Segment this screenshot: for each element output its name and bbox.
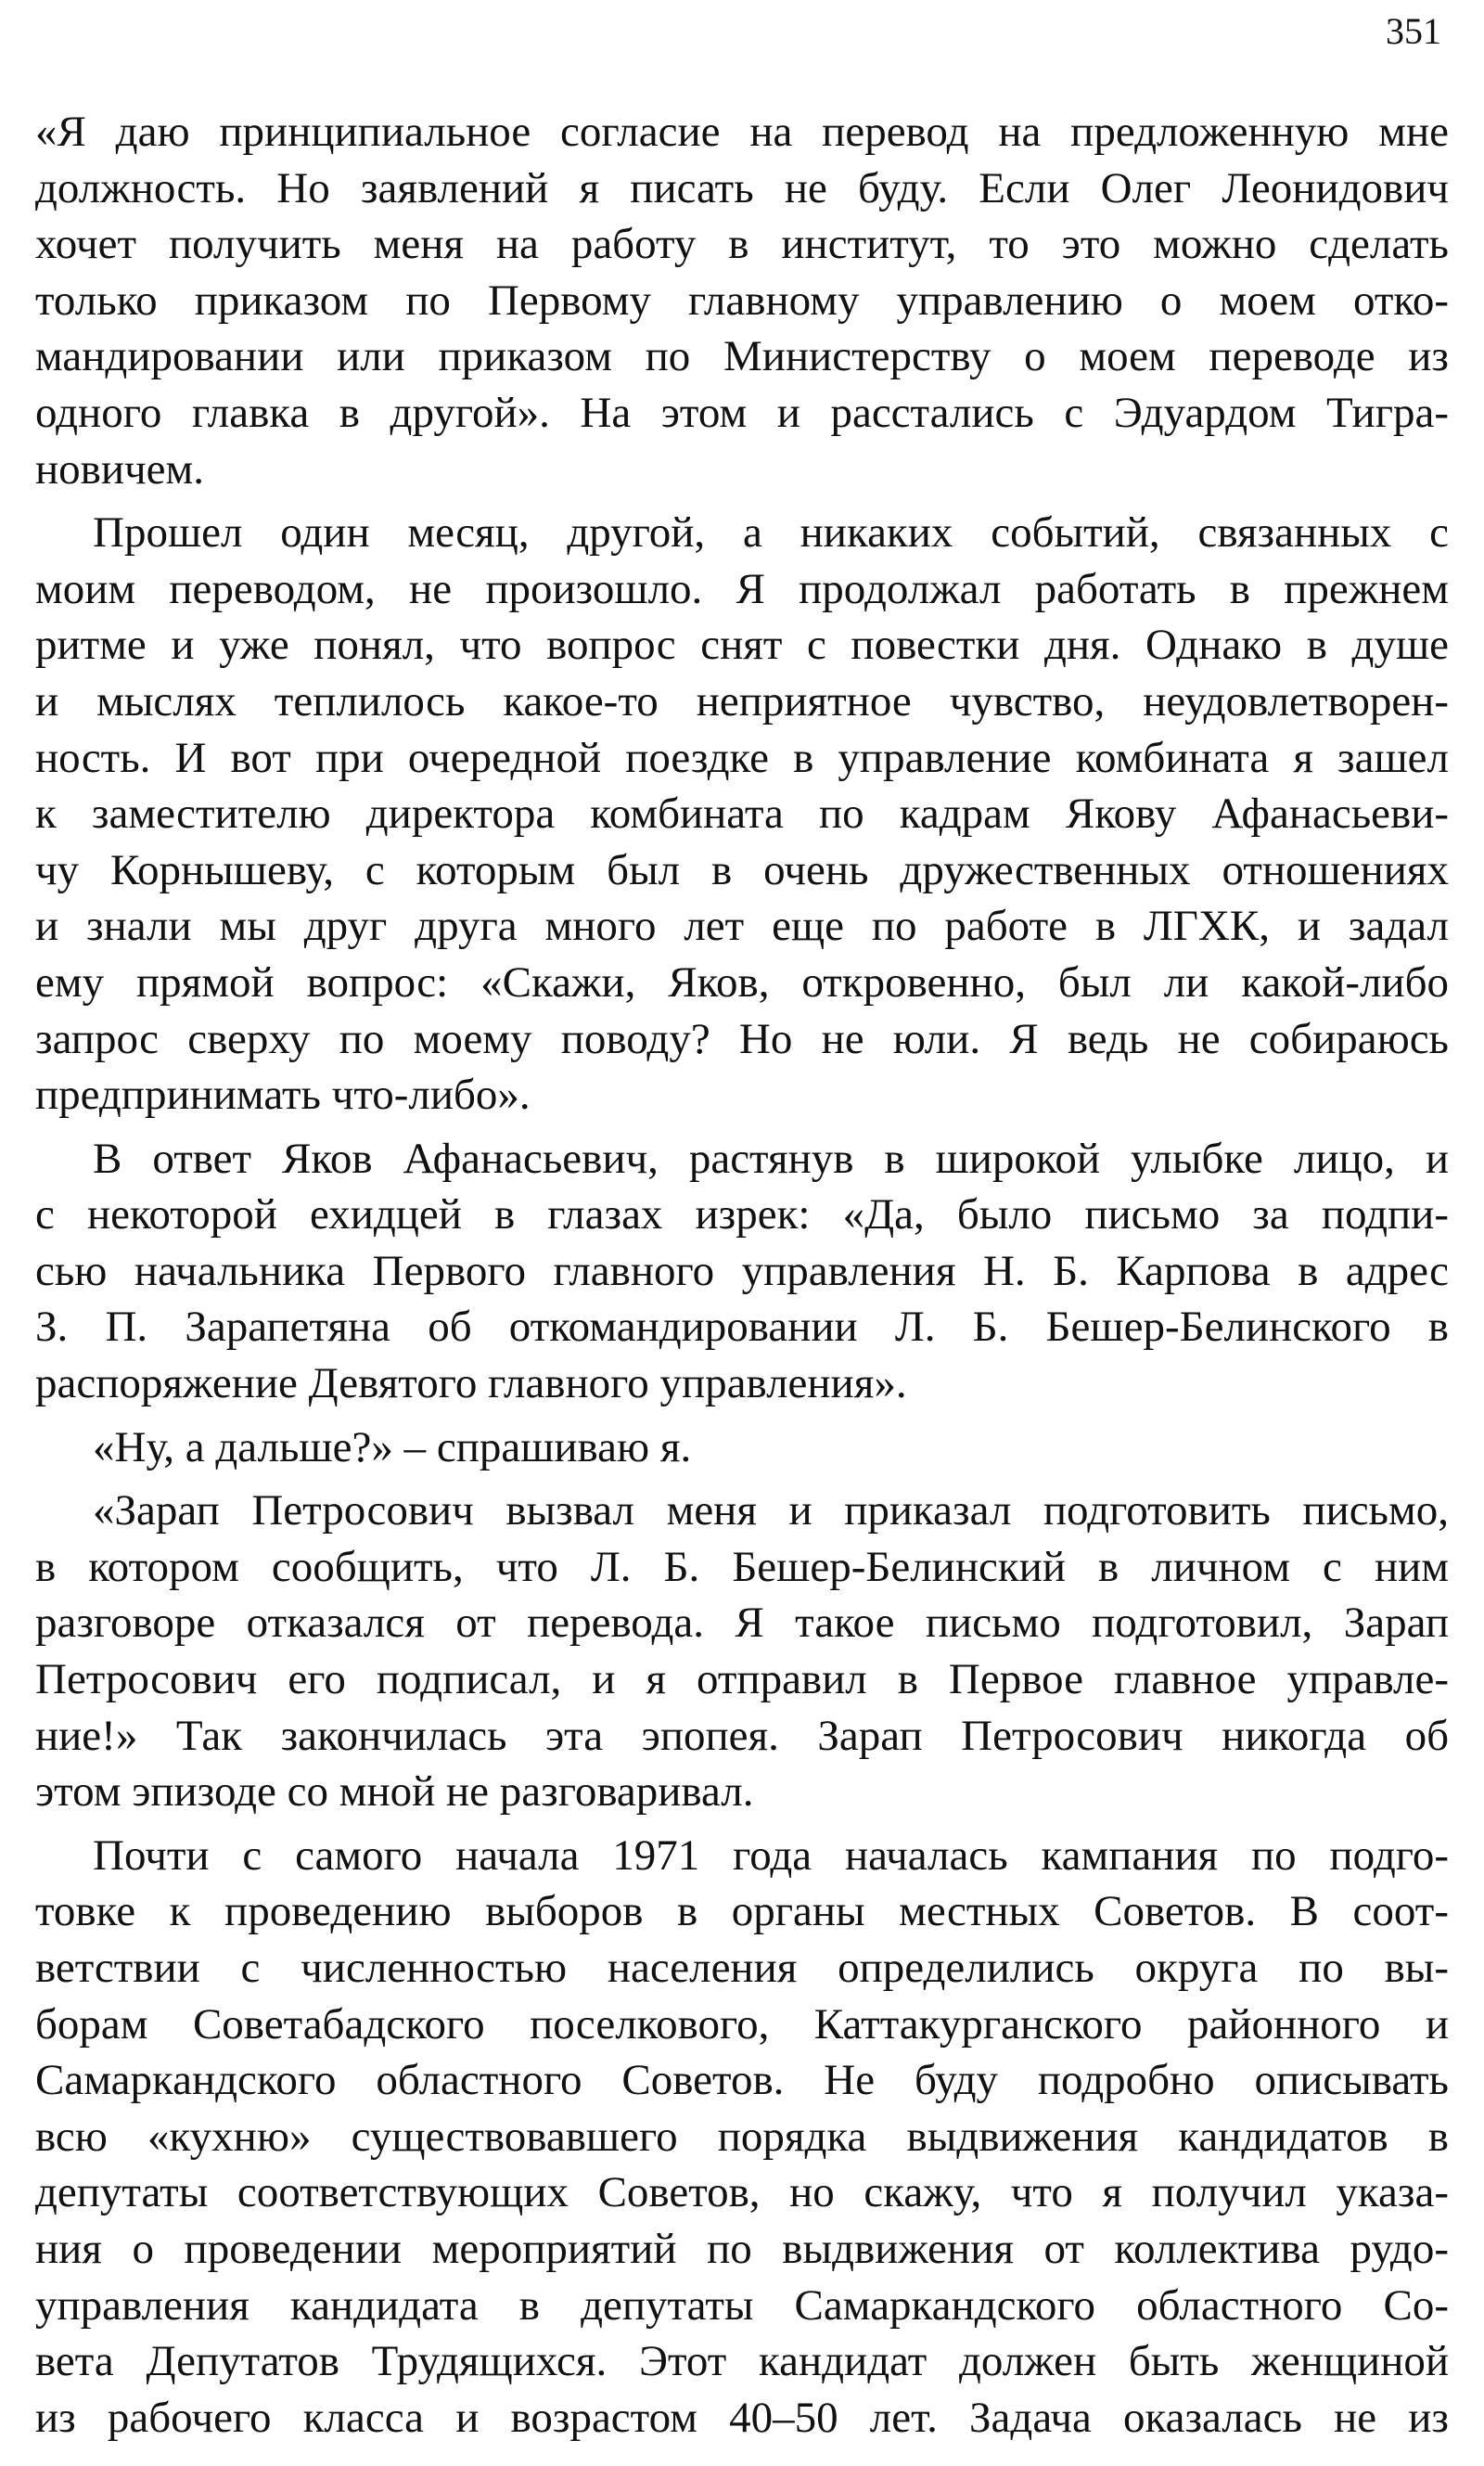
paragraph-6 xyxy=(35,1828,1449,2447)
text-line: ность. И вот при очередной поездке в управление комбината я зашел xyxy=(35,733,1449,782)
text-line: сью начальника Первого главного управления Н. Б. Карпова в адрес xyxy=(35,1246,1449,1295)
page-text xyxy=(35,104,1449,2453)
text-line: новичем. xyxy=(35,444,204,494)
text-line: запрос сверху по моему поводу? Но не юли. Я ведь не собираюсь xyxy=(35,1014,1449,1063)
text-line: Петросович его подписал, и я отправил в Первое главное управле- xyxy=(35,1655,1449,1704)
text-line: ния о проведении мероприятий по выдвижения от коллектива рудо- xyxy=(35,2224,1449,2273)
text-line: должность. Но заявлений я писать не буду. Если Олег Леонидович xyxy=(35,163,1449,212)
text-line: только приказом по Первому главному управлению о моем отко- xyxy=(35,276,1449,325)
text-line: из рабочего класса и возрастом 40–50 лет. Задача оказалась не из xyxy=(35,2393,1449,2442)
page-number: 351 xyxy=(1386,10,1441,52)
text-line: борам Советабадского поселкового, Каттакурганского районного и xyxy=(35,1999,1449,2049)
paragraph-3 xyxy=(35,1131,1449,1412)
text-line: мандировании или приказом по Министерству о моем переводе из xyxy=(35,332,1449,381)
text-line: одного главка в другой». На этом и расстались с Эдуардом Тигра- xyxy=(35,388,1449,437)
text-line: товке к проведению выборов в органы местных Советов. В соот- xyxy=(35,1887,1449,1936)
text-line: всю «кухню» существовавшего порядка выдвижения кандидатов в xyxy=(35,2112,1449,2161)
text-line: предпринимать что-либо». xyxy=(35,1071,531,1120)
paragraph-4 xyxy=(35,1419,1449,1476)
text-line: распоряжение Девятого главного управления». xyxy=(35,1359,907,1408)
text-line: Прошел один месяц, другой, а никаких событий, связанных с xyxy=(93,508,1449,558)
text-line: депутаты соответствующих Советов, но скажу, что я получил указа- xyxy=(35,2168,1449,2217)
text-line: ветствии с численностью населения определились округа по вы- xyxy=(35,1944,1449,1992)
paragraph-1 xyxy=(35,104,1449,497)
text-line: хочет получить меня на работу в институт, то это можно сделать xyxy=(35,220,1449,269)
text-line: к заместителю директора комбината по кадрам Якову Афанасьеви- xyxy=(35,790,1449,839)
text-line: «Ну, а дальше?» – спрашиваю я. xyxy=(93,1422,692,1471)
text-line: Самаркандского областного Советов. Не буду подробно описывать xyxy=(35,2056,1449,2105)
text-line: Почти с самого начала 1971 года началась кампания по подго- xyxy=(93,1830,1449,1880)
text-line: и мыслях теплилось какое-то неприятное чувство, неудовлетворен- xyxy=(35,676,1449,726)
text-line: моим переводом, не произошло. Я продолжал работать в прежнем xyxy=(35,564,1449,613)
paragraph-5 xyxy=(35,1483,1449,1820)
text-line: ние!» Так закончилась эта эпопея. Зарап Петросович никогда об xyxy=(35,1711,1449,1760)
text-line: в котором сообщить, что Л. Б. Бешер-Белинский в личном с ним xyxy=(35,1542,1449,1591)
text-line: «Зарап Петросович вызвал меня и приказал подготовить письмо, xyxy=(93,1486,1449,1535)
text-line: и знали мы друг друга много лет еще по работе в ЛГХК, и задал xyxy=(35,902,1449,951)
text-line: вета Депутатов Трудящихся. Этот кандидат должен быть женщиной xyxy=(35,2337,1449,2386)
text-line: этом эпизоде со мной не разговаривал. xyxy=(35,1767,754,1817)
text-line: З. П. Зарапетяна об откомандировании Л. Б. Бешер-Белинского в xyxy=(35,1303,1449,1352)
text-line: «Я даю принципиальное согласие на перевод на предложенную мне xyxy=(35,108,1449,156)
text-line: ему прямой вопрос: «Скажи, Яков, откровенно, был ли какой-либо xyxy=(35,957,1449,1007)
text-line: управления кандидата в депутаты Самаркандского областного Со- xyxy=(35,2280,1449,2330)
text-line: с некоторой ехидцей в глазах изрек: «Да, было письмо за подпи- xyxy=(35,1190,1449,1239)
text-line: ритме и уже понял, что вопрос снят с повестки дня. Однако в душе xyxy=(35,621,1449,670)
text-line: В ответ Яков Афанасьевич, растянув в широкой улыбке лицо, и xyxy=(93,1134,1449,1183)
paragraph-2 xyxy=(35,505,1449,1124)
book-page xyxy=(35,0,1449,2466)
text-line: чу Корнышеву, с которым был в очень дружественных отношениях xyxy=(35,845,1449,894)
text-line: разговоре отказался от перевода. Я такое письмо подготовил, Зарап xyxy=(35,1599,1449,1648)
